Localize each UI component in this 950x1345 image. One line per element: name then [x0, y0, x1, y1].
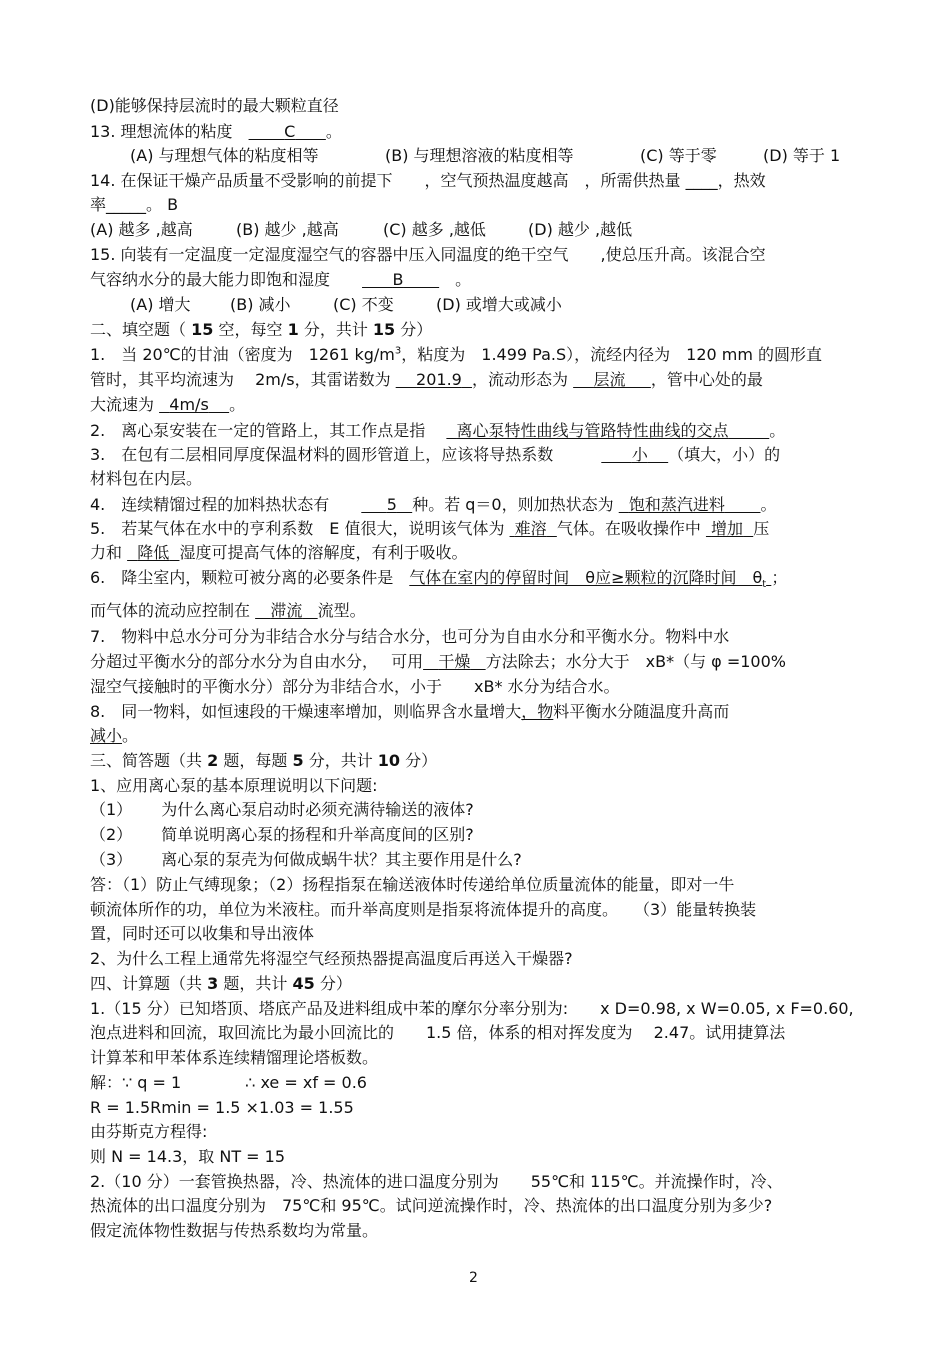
fill-7-line3: 湿空气接触时的平衡水分）部分为非结合水，小于 xB* 水分为结合水。 [90, 677, 620, 696]
fill-6-line1: 6. 降尘室内，颗粒可被分离的必要条件是 气体在室内的停留时间 θ应≥颗粒的沉降时间 $\theta_t$ ； [90, 568, 788, 591]
q13-stem: 13. 理想流体的粘度 C 。 [90, 122, 342, 141]
calc-1-line2: 泡点进料和回流，取回流比为最小回流比的 1.5 倍，体系的相对挥发度为 2.47。试用捷算法 [90, 1023, 786, 1042]
page-number: 2 [469, 1270, 478, 1286]
q13-answer: C [284, 122, 296, 141]
fill-4: 4. 连续精馏过程的加料热状态有 5 种。若 q＝0，则加热状态为 饱和蒸汽进料 。 [90, 495, 777, 514]
q15-line1: 15. 向装有一定温度一定湿度湿空气的容器中压入同温度的绝干空气 ,使总压升高。该混合空 [90, 245, 766, 264]
fill-8-line1: 8. 同一物料，如恒速段的干燥速率增加，则临界含水量增大，物料平衡水分随温度升高而 [90, 702, 730, 721]
q15-option-c: (C) 不变 [333, 295, 394, 314]
q14-line2: 率_____。 B [90, 195, 179, 214]
fill-5-line2: 力和 降低 湿度可提高气体的溶解度，有利于吸收。 [90, 543, 468, 562]
calc-1-solution-1: 解：∵ q = 1 ∴ xe = xf = 0.6 [90, 1073, 367, 1092]
short-1-item-3: （3） 离心泵的泵壳为何做成蜗牛状？其主要作用是什么? [90, 850, 522, 869]
fill-6-line2: 而气体的流动应控制在 滞流 流型。 [90, 601, 366, 620]
q13-option-d: (D) 等于 1 [763, 146, 841, 165]
fill-1-line2: 管时，其平均流速为 2m/s，其雷诺数为 201.9 ，流动形态为 层流 ，管中心处的最 [90, 370, 763, 389]
fill-1-line1: 1. 当 20℃的甘油（密度为 1261 $kg/m^3$，粘度为 1.499 Pa.S），流经内径为 120 mm 的圆形直 [90, 345, 823, 364]
q13-option-b: (B) 与理想溶液的粘度相等 [385, 146, 574, 165]
q14-option-c: (C) 越多 ,越低 [383, 220, 486, 239]
q14-option-d: (D) 越少 ,越低 [528, 220, 633, 239]
fill-8-line2: 减小。 [90, 726, 139, 745]
fill-2: 2. 离心泵安装在一定的管路上，其工作点是指 离心泵特性曲线与管路特性曲线的交点 。 [90, 421, 786, 440]
q12-option-d: (D)能够保持层流时的最大颗粒直径 [90, 96, 339, 115]
fill-1-line3: 大流速为 4m/s 。 [90, 395, 246, 414]
q13-option-c: (C) 等于零 [640, 146, 717, 165]
q14-option-b: (B) 越少 ,越高 [236, 220, 339, 239]
calc-1-line1: 1.（15 分）已知塔顶、塔底产品及进料组成中苯的摩尔分率分别为: x D=0.98, x W=0.05, x F=0.60, [90, 999, 854, 1018]
q14-line1: 14. 在保证干燥产品质量不受影响的前提下 ，空气预热温度越高 ，所需供热量 ____，热效 [90, 171, 766, 190]
calc-2-line3: 假定流体物性数据与传热系数均为常量。 [90, 1221, 379, 1240]
q15-option-b: (B) 减小 [230, 295, 291, 314]
short-2-question: 2、为什么工程上通常先将湿空气经预热器提高温度后再送入干燥器? [90, 949, 573, 968]
fill-7-line1: 7. 物料中总水分可分为非结合水分与结合水分，也可分为自由水分和平衡水分。物料中水 [90, 627, 730, 646]
section-2-title: 二、填空题（ 15 空，每空 1 分，共计 15 分） [90, 320, 433, 339]
calc-2-line1: 2.（10 分）一套管换热器，冷、热流体的进口温度分别为 55℃和 115℃。并流操作时，冷、 [90, 1172, 783, 1191]
calc-1-solution-2: R = 1.5Rmin = 1.5 ×1.03 = 1.55 [90, 1098, 354, 1117]
short-1-answer-line3: 置，同时还可以收集和导出液体 [90, 924, 315, 943]
q15-option-d: (D) 或增大或减小 [436, 295, 562, 314]
q15-answer: B [392, 270, 404, 289]
calc-1-solution-3: 由芬斯克方程得: [90, 1122, 208, 1141]
q15-option-a: (A) 增大 [130, 295, 191, 314]
calc-2-line2: 热流体的出口温度分别为 75℃和 95℃。试问逆流操作时，冷、热流体的出口温度分别为多少? [90, 1196, 773, 1215]
short-1-answer-line1: 答：（1）防止气缚现象；（2）扬程指泵在输送液体时传递给单位质量流体的能量，即对一牛 [90, 875, 735, 894]
q13-option-a: (A) 与理想气体的粘度相等 [130, 146, 319, 165]
fill-7-line2: 分超过平衡水分的部分水分为自由水分， 可用 干燥 方法除去；水分大于 xB*（与 φ =100% [90, 652, 786, 671]
fill-5-line1: 5. 若某气体在水中的亨利系数 E 值很大，说明该气体为 难溶 气体。在吸收操作中 增加 压 [90, 519, 770, 538]
short-1-item-2: （2） 简单说明离心泵的扬程和升举高度间的区别? [90, 825, 474, 844]
section-3-title: 三、简答题（共 2 题，每题 5 分，共计 10 分） [90, 751, 438, 770]
q15-line2: 气容纳水分的最大能力即饱和湿度 B 。 [90, 270, 472, 289]
short-1-item-1: （1） 为什么离心泵启动时必须充满待输送的液体? [90, 800, 474, 819]
section-4-title: 四、计算题（共 3 题，共计 45 分） [90, 974, 352, 993]
calc-1-line3: 计算苯和甲苯体系连续精馏理论塔板数。 [90, 1048, 379, 1067]
short-1-answer-line2: 顿流体所作的功，单位为米液柱。而升举高度则是指泵将流体提升的高度。 （3）能量转换装 [90, 900, 757, 919]
short-1-question: 1、应用离心泵的基本原理说明以下问题: [90, 776, 378, 795]
fill-3-line1: 3. 在包有二层相同厚度保温材料的圆形管道上，应该将导热系数 小 （填大，小）的 [90, 445, 781, 464]
fill-3-line2: 材料包在内层。 [90, 469, 203, 488]
q14-option-a: (A) 越多 ,越高 [90, 220, 193, 239]
calc-1-solution-4: 则 N = 14.3，取 NT = 15 [90, 1147, 286, 1166]
